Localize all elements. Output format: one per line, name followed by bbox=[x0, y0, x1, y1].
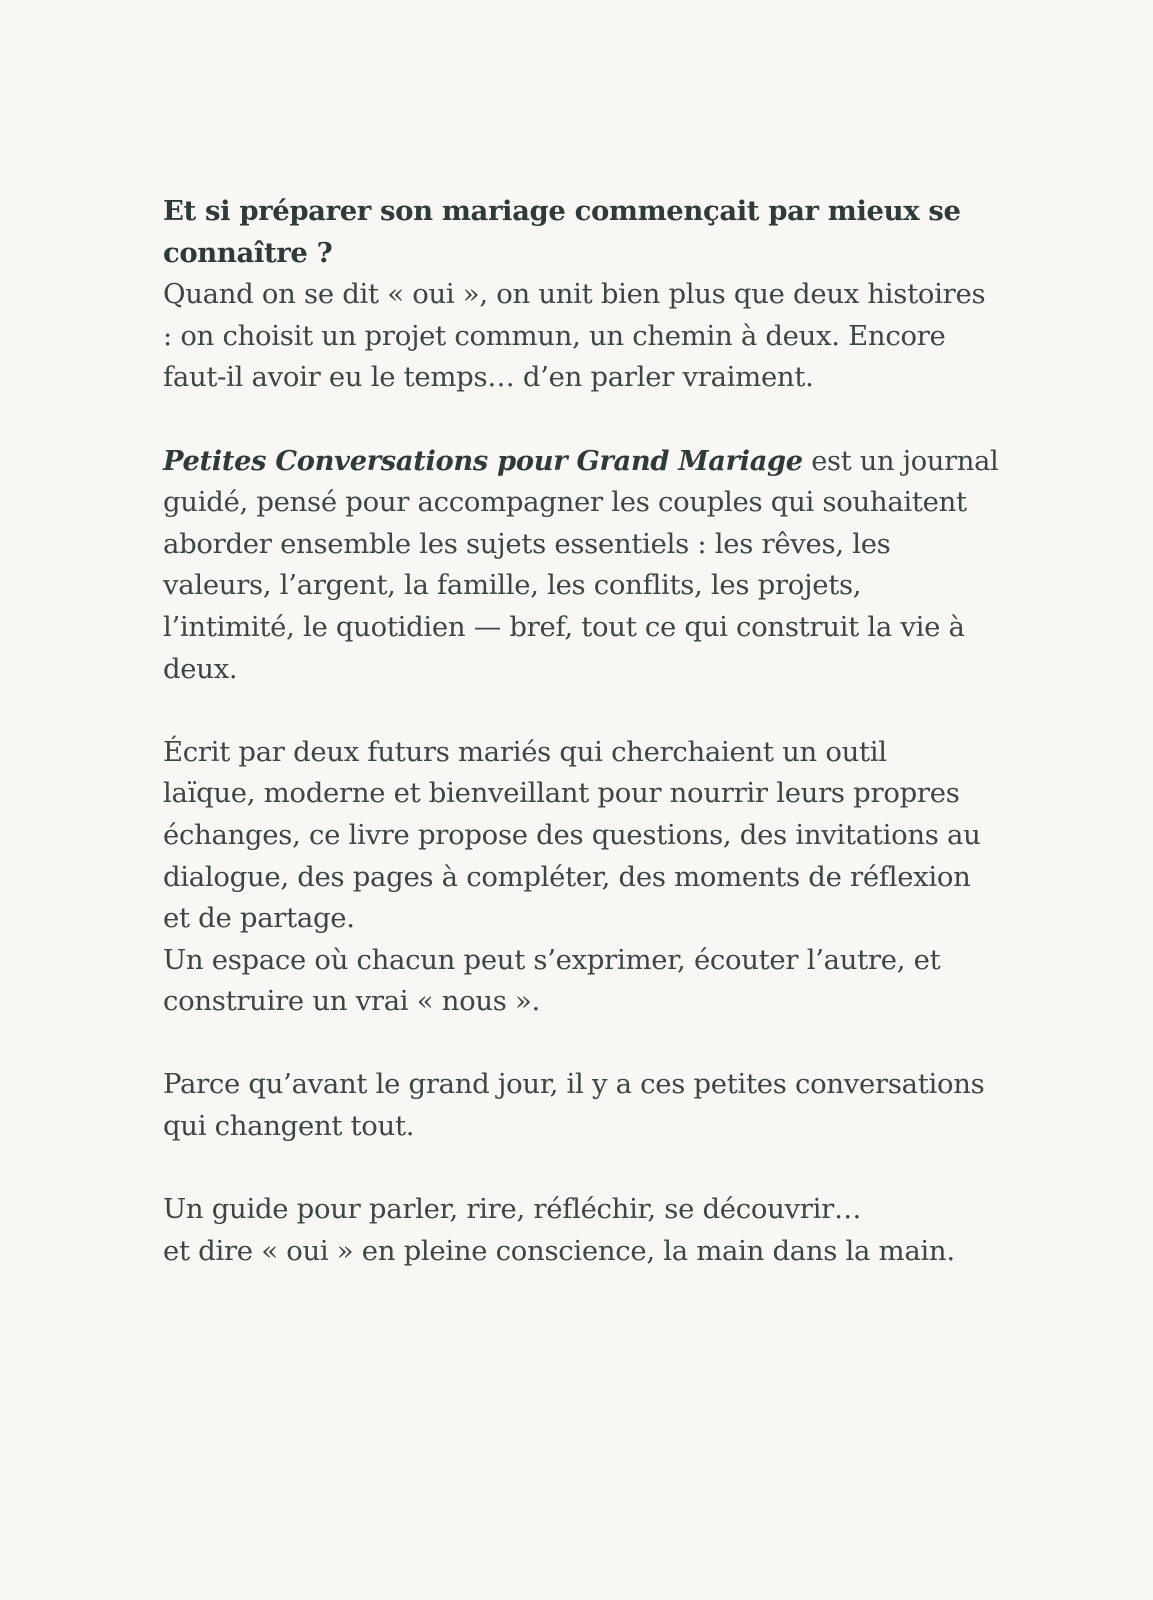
paragraph-line: : on choisit un projet commun, un chemin à deux. Encore bbox=[163, 319, 946, 352]
book-title: Petites Conversations pour Grand Mariage bbox=[163, 444, 803, 477]
paragraph-spacer bbox=[163, 399, 1003, 441]
paragraph-spacer bbox=[163, 1148, 1003, 1190]
paragraph-line: et de partage. bbox=[163, 902, 355, 935]
reason-paragraph bbox=[163, 1064, 1003, 1147]
paragraph-line: Un espace où chacun peut s’exprimer, écouter l’autre, et bbox=[163, 943, 941, 976]
paragraph-line: laïque, moderne et bienveillant pour nourrir leurs propres bbox=[163, 777, 960, 810]
paragraph-line: Un guide pour parler, rire, réfléchir, se découvrir… bbox=[163, 1193, 862, 1226]
heading bbox=[163, 191, 1003, 274]
paragraph-line: Quand on se dit « oui », on unit bien plus que deux histoires bbox=[163, 278, 986, 311]
paragraph-line bbox=[163, 441, 1003, 483]
paragraph-line: deux. bbox=[163, 652, 238, 685]
closing-paragraph bbox=[163, 1189, 1003, 1272]
paragraph-line: dialogue, des pages à compléter, des moments de réflexion bbox=[163, 860, 971, 893]
paragraph-spacer bbox=[163, 690, 1003, 732]
back-cover-text bbox=[163, 191, 1003, 1272]
paragraph-line: et dire « oui » en pleine conscience, la main dans la main. bbox=[163, 1234, 955, 1267]
heading-line: Et si préparer son mariage commençait par mieux se bbox=[163, 195, 961, 227]
intro-paragraph bbox=[163, 274, 1003, 399]
presentation-paragraph bbox=[163, 441, 1003, 691]
paragraph-line: Écrit par deux futurs mariés qui cherchaient un outil bbox=[163, 735, 887, 768]
paragraph-line: faut-il avoir eu le temps… d’en parler vraiment. bbox=[163, 361, 814, 394]
paragraph-line: construire un vrai « nous ». bbox=[163, 985, 540, 1018]
paragraph-line: l’intimité, le quotidien — bref, tout ce qui construit la vie à bbox=[163, 610, 965, 643]
paragraph-text: est un journal bbox=[802, 445, 999, 477]
heading-line: connaître ? bbox=[163, 236, 333, 269]
paragraph-line: qui changent tout. bbox=[163, 1110, 415, 1143]
paragraph-line: guidé, pensé pour accompagner les couples qui souhaitent bbox=[163, 486, 967, 519]
paragraph-spacer bbox=[163, 1023, 1003, 1065]
paragraph-line: valeurs, l’argent, la famille, les conflits, les projets, bbox=[163, 569, 862, 602]
paragraph-line: aborder ensemble les sujets essentiels : les rêves, les bbox=[163, 527, 891, 560]
authors-paragraph bbox=[163, 732, 1003, 1023]
paragraph-line: Parce qu’avant le grand jour, il y a ces petites conversations bbox=[163, 1068, 985, 1101]
paragraph-line: échanges, ce livre propose des questions, des invitations au bbox=[163, 818, 981, 851]
